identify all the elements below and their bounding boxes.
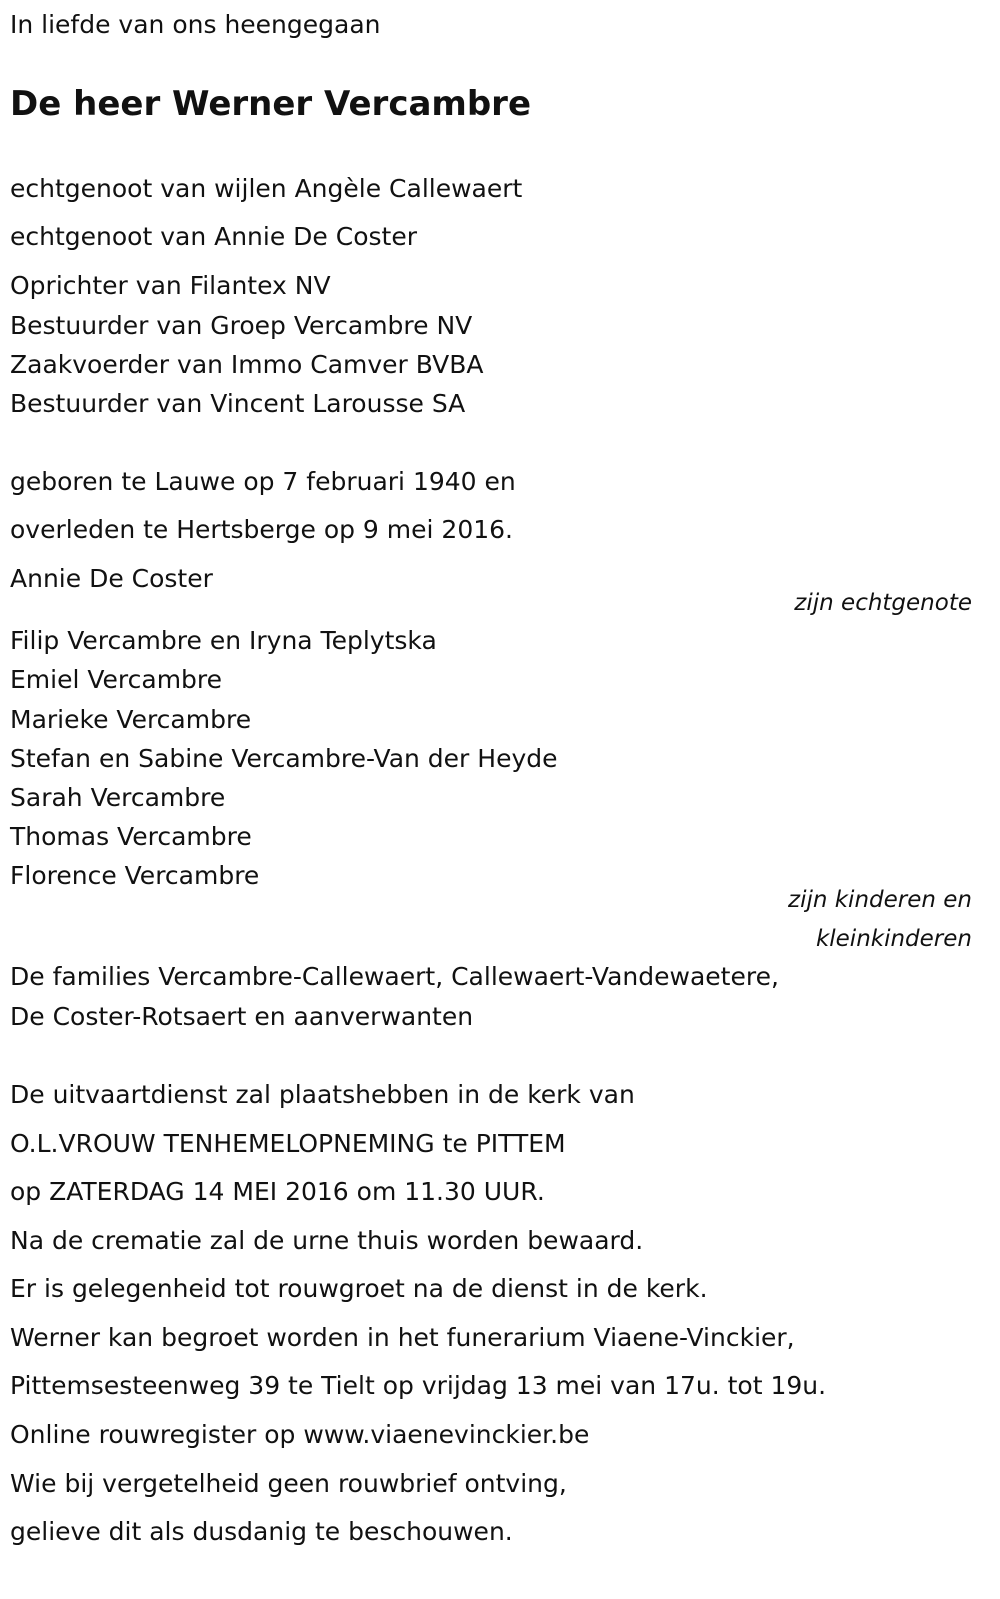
service-line: op ZATERDAG 14 MEI 2016 om 11.30 UUR.: [10, 1177, 545, 1206]
birth-line: geboren te Lauwe op 7 februari 1940 en: [10, 467, 516, 496]
function-line: Zaakvoerder van Immo Camver BVBA: [10, 350, 484, 379]
children-role: zijn kinderen en: [788, 887, 972, 913]
function-line: Bestuurder van Groep Vercambre NV: [10, 311, 473, 340]
function-line: Oprichter van Filantex NV: [10, 271, 331, 300]
child-line: Thomas Vercambre: [10, 822, 252, 851]
spouse-line: echtgenoot van wijlen Angèle Callewaert: [10, 174, 523, 203]
service-line: Werner kan begroet worden in het funerarium Viaene-Vinckier,: [10, 1323, 795, 1352]
child-line: Sarah Vercambre: [10, 783, 226, 812]
service-line: Wie bij vergetelheid geen rouwbrief ontving,: [10, 1469, 567, 1498]
service-line: Pittemsesteenweg 39 te Tielt op vrijdag 13 mei van 17u. tot 19u.: [10, 1371, 827, 1400]
child-line: Florence Vercambre: [10, 861, 260, 890]
death-line: overleden te Hertsberge op 9 mei 2016.: [10, 515, 513, 544]
deceased-name: De heer Werner Vercambre: [10, 84, 532, 124]
service-line: De uitvaartdienst zal plaatshebben in de kerk van: [10, 1080, 635, 1109]
families-line: De families Vercambre-Callewaert, Callewaert-Vandewaetere,: [10, 962, 779, 991]
families-line: De Coster-Rotsaert en aanverwanten: [10, 1002, 474, 1031]
service-line: O.L.VROUW TENHEMELOPNEMING te PITTEM: [10, 1129, 566, 1158]
service-line: Na de crematie zal de urne thuis worden bewaard.: [10, 1226, 644, 1255]
child-line: Emiel Vercambre: [10, 665, 223, 694]
spouse-name: Annie De Coster: [10, 564, 213, 593]
function-line: Bestuurder van Vincent Larousse SA: [10, 389, 466, 418]
child-line: Stefan en Sabine Vercambre-Van der Heyde: [10, 744, 558, 773]
intro-text: In liefde van ons heengegaan: [10, 10, 381, 39]
spouse-role: zijn echtgenote: [794, 590, 972, 616]
child-line: Filip Vercambre en Iryna Teplytska: [10, 626, 437, 655]
child-line: Marieke Vercambre: [10, 705, 252, 734]
service-line: Er is gelegenheid tot rouwgroet na de dienst in de kerk.: [10, 1274, 708, 1303]
spouse-line: echtgenoot van Annie De Coster: [10, 222, 417, 251]
service-line: Online rouwregister op www.viaenevinckier.be: [10, 1420, 590, 1449]
service-line: gelieve dit als dusdanig te beschouwen.: [10, 1517, 513, 1546]
children-role: kleinkinderen: [815, 926, 972, 952]
